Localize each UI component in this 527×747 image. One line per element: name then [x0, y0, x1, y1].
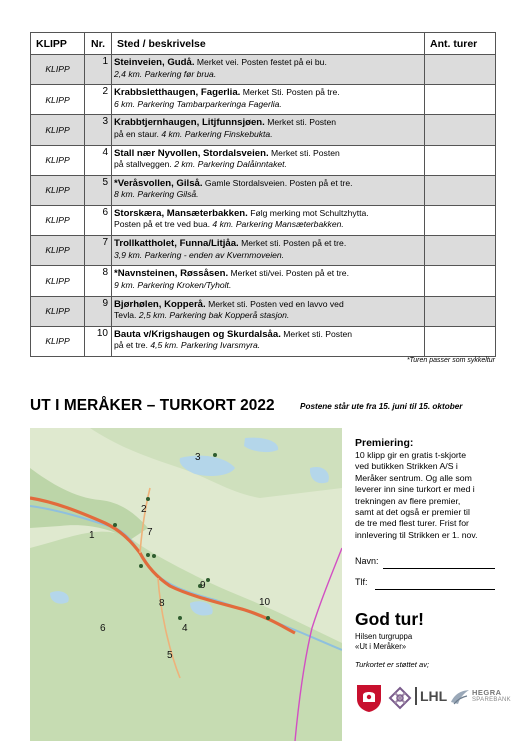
parking-info: 4,5 km. Parkering Ivarsmyra. — [150, 340, 261, 351]
page-title: UT I MERÅKER – TURKORT 2022 — [30, 397, 275, 414]
description-cell — [112, 145, 425, 175]
map-label-8: 8 — [159, 598, 165, 609]
premiering-line: samt at det også er premier til — [355, 507, 470, 518]
map-label-9: 9 — [200, 580, 206, 591]
parking-info: 2,4 km. Parkering før brua. — [114, 68, 217, 79]
greeting — [355, 632, 412, 651]
greeting-line-2: «Ut i Meråker» — [355, 641, 407, 651]
map-label-4: 4 — [182, 623, 188, 634]
klipp-cell[interactable]: KLIPP — [31, 115, 85, 145]
knot-logo-icon — [388, 686, 412, 710]
turer-cell[interactable] — [425, 266, 496, 296]
map-label-10: 10 — [259, 597, 271, 608]
klipp-cell[interactable]: KLIPP — [31, 55, 85, 85]
map-label-3: 3 — [195, 452, 201, 463]
place-name: *Veråsvollen, Gilså. — [114, 177, 203, 189]
turer-cell[interactable] — [425, 85, 496, 115]
place-description: Følg merking mot Schultzhytta. — [247, 207, 369, 218]
turer-cell[interactable] — [425, 205, 496, 235]
map-post-marker — [146, 497, 150, 501]
description-cell — [112, 266, 425, 296]
header-klipp: KLIPP — [31, 33, 85, 55]
place-description: Merket sti. Posten — [264, 117, 337, 128]
table-header-row — [31, 33, 496, 55]
table-row — [31, 236, 496, 266]
god-tur-heading: God tur! — [355, 609, 425, 629]
parking-info: 2 km. Parkering Dalåinntaket. — [174, 159, 287, 170]
klipp-cell[interactable]: KLIPP — [31, 296, 85, 326]
post-location: på stallveggen. — [114, 159, 175, 170]
nr-cell: 3 — [85, 115, 112, 145]
phone-line[interactable] — [375, 589, 495, 590]
place-name: Krabbtjernhaugen, Litjfunnsjøen. — [114, 117, 265, 129]
map-post-marker — [206, 578, 210, 582]
place-name: Krabbsletthaugen, Fagerlia. — [114, 87, 241, 99]
phone-label: Tlf: — [355, 577, 368, 587]
parking-info: 6 km. Parkering Tambarparkeringa Fagerlia. — [114, 98, 282, 109]
turer-cell[interactable] — [425, 55, 496, 85]
place-description: Gamle Stordalsveien. Posten på et tre. — [202, 177, 353, 188]
table-row — [31, 85, 496, 115]
place-name: Storskæra, Mansæterbakken. — [114, 207, 248, 219]
description-cell — [112, 55, 425, 85]
table-row — [31, 205, 496, 235]
klipp-cell[interactable]: KLIPP — [31, 85, 85, 115]
table-row — [31, 296, 496, 326]
place-description: Merket Sti. Posten på tre. — [240, 87, 340, 98]
premiering-line: innlevering til Strikken er 1. nov. — [355, 529, 478, 540]
nr-cell: 5 — [85, 175, 112, 205]
table-row — [31, 55, 496, 85]
post-location: Posten på et tre ved bua. — [114, 219, 213, 230]
klipp-cell[interactable]: KLIPP — [31, 145, 85, 175]
post-location: Tevla. — [114, 310, 139, 320]
table-row — [31, 175, 496, 205]
map-label-2: 2 — [141, 504, 147, 515]
nr-cell: 7 — [85, 236, 112, 266]
place-description: Merket sti. Posten — [280, 328, 353, 339]
klipp-cell[interactable]: KLIPP — [31, 266, 85, 296]
name-line[interactable] — [383, 568, 495, 569]
name-label: Navn: — [355, 556, 379, 566]
nr-cell: 8 — [85, 266, 112, 296]
place-name: Stall nær Nyvollen, Stordalsveien. — [114, 147, 269, 159]
description-cell — [112, 85, 425, 115]
supported-by: Turkortet er støttet av; — [355, 660, 430, 669]
description-cell — [112, 175, 425, 205]
table-row — [31, 266, 496, 296]
description-cell — [112, 115, 425, 145]
klipp-table — [30, 32, 496, 357]
description-cell — [112, 296, 425, 326]
klipp-cell[interactable]: KLIPP — [31, 236, 85, 266]
place-description: Merket sti. Posten — [268, 147, 340, 158]
place-description: Merket sti/vei. Posten på et tre. — [228, 268, 349, 279]
map-post-marker — [152, 554, 156, 558]
nr-cell: 6 — [85, 205, 112, 235]
map-label-7: 7 — [147, 527, 153, 538]
map-post-marker — [178, 616, 182, 620]
name-field[interactable] — [355, 556, 495, 570]
hegra-sparebank-logo — [450, 688, 520, 712]
turer-cell[interactable] — [425, 175, 496, 205]
place-name: Steinveien, Gudå. — [114, 57, 195, 68]
place-description: Merket vei. Posten festet på ei bu. — [194, 57, 327, 67]
place-description: Merket sti. Posten ved en lavvo ved — [205, 298, 344, 309]
turer-cell[interactable] — [425, 326, 496, 356]
nr-cell: 2 — [85, 85, 112, 115]
turer-cell[interactable] — [425, 115, 496, 145]
hegra-name: HEGRA — [472, 688, 502, 697]
turer-cell[interactable] — [425, 296, 496, 326]
nr-cell: 1 — [85, 55, 112, 85]
premiering-line: trekningen av flere premier, — [355, 495, 461, 506]
premiering-line: Meråker sentrum. Og alle som — [355, 472, 472, 483]
nr-cell: 10 — [85, 326, 112, 356]
description-cell — [112, 326, 425, 356]
header-sted: Sted / beskrivelse — [112, 33, 425, 55]
premiering-text — [355, 450, 515, 541]
place-name: Trollkattholet, Funna/Litjåa. — [114, 238, 239, 250]
map-post-marker — [139, 564, 143, 568]
phone-field[interactable] — [355, 577, 495, 591]
post-location: på et tre. — [114, 340, 151, 351]
table-row — [31, 115, 496, 145]
header-nr: Nr. — [85, 33, 112, 55]
footnote: *Turen passer som sykkeltur — [406, 357, 495, 364]
sponsor-logos — [355, 682, 525, 716]
premiering-line: 10 klipp gir en gratis t-skjorte — [355, 450, 467, 460]
turer-cell[interactable] — [425, 236, 496, 266]
description-cell — [112, 236, 425, 266]
parking-info: 4 km. Parkering Finskebukta. — [161, 128, 273, 139]
greeting-line-1: Hilsen turgruppa — [355, 632, 413, 641]
parking-info: 2,5 km. Parkering bak Kopperå stasjon. — [138, 310, 290, 320]
map-post-marker — [146, 553, 150, 557]
klipp-cell[interactable]: KLIPP — [31, 326, 85, 356]
premiering-heading: Premiering: — [355, 437, 414, 449]
place-name: Bjørhølen, Kopperå. — [114, 298, 206, 310]
post-location: på en staur. — [114, 128, 162, 139]
parking-info: 4 km. Parkering Mansæterbakken. — [212, 219, 344, 230]
klipp-cell[interactable]: KLIPP — [31, 175, 85, 205]
table-row — [31, 145, 496, 175]
table-row — [31, 326, 496, 356]
map-post-marker — [213, 453, 217, 457]
premiering-line: de tre med flest turer. Frist for — [355, 518, 469, 529]
nr-cell: 9 — [85, 296, 112, 326]
klipp-cell[interactable]: KLIPP — [31, 205, 85, 235]
municipality-shield-icon — [355, 683, 383, 713]
place-name: *Navnsteinen, Røssåsen. — [114, 268, 229, 280]
turer-cell[interactable] — [425, 145, 496, 175]
trail-map — [30, 428, 342, 741]
hegra-bird-icon — [450, 688, 470, 706]
map-label-6: 6 — [100, 623, 106, 634]
lhl-logo: LHL — [415, 687, 447, 705]
header-turer: Ant. turer — [425, 33, 496, 55]
page-subtitle: Postene står ute fra 15. juni til 15. oktober — [300, 402, 463, 411]
parking-info: 9 km. Parkering Kroken/Tyholt. — [114, 279, 232, 290]
place-description: Merket sti. Posten på et tre. — [238, 238, 347, 249]
description-cell — [112, 205, 425, 235]
map-post-marker — [113, 523, 117, 527]
map-label-5: 5 — [167, 650, 173, 661]
map-label-1: 1 — [89, 530, 95, 541]
premiering-line: leverer inn sine turkort er med i — [355, 484, 475, 495]
parking-info: 8 km. Parkering Gilså. — [114, 189, 199, 200]
parking-info: 3,9 km. Parkering - enden av Kvernmoveien. — [114, 249, 285, 260]
premiering-panel — [355, 437, 515, 541]
place-name: Bauta v/Krigshaugen og Skurdalsåa. — [114, 328, 281, 340]
map-svg — [30, 428, 342, 741]
nr-cell: 4 — [85, 145, 112, 175]
premiering-line: ved butikken Strikken A/S i — [355, 461, 458, 472]
map-post-marker — [266, 616, 270, 620]
hegra-sub: SPAREBANK — [472, 697, 511, 703]
